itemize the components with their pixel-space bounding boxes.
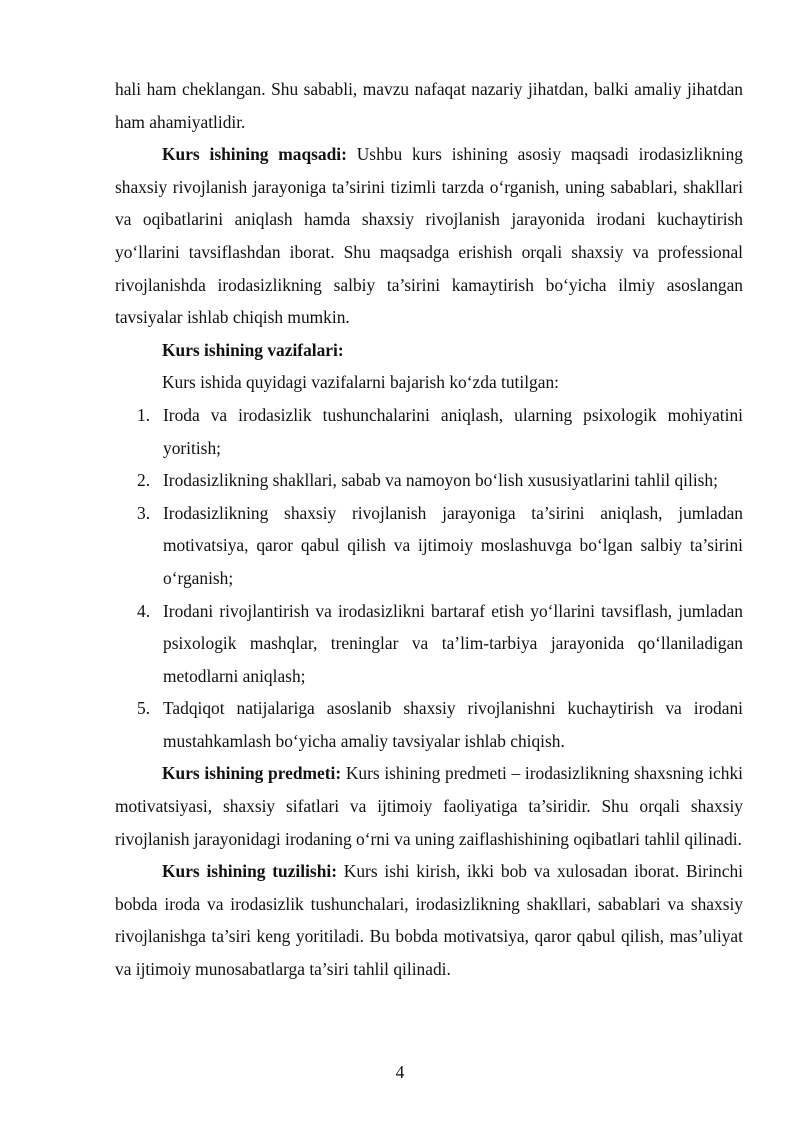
paragraph-structure: [115, 855, 743, 985]
structure-text: Kurs ishi kirish, ikki bob va xulosadan iborat. Birinchi bobda iroda va irodasizlik tushunchalari, irodasizlikning shakllari, sabablari va shaxsiy rivojlanishga ta’siri keng yoritiladi. Bu bobda motivatsiya, qaror qabul qilish, mas’uliyat va ijtimoiy munosabatlarga ta’siri tahlil qilinadi.: [115, 861, 743, 980]
list-item: [115, 692, 743, 757]
list-item-number: 3.: [137, 502, 151, 523]
list-item: [115, 497, 743, 595]
document-page: [115, 73, 743, 986]
paragraph-goal: [115, 138, 743, 334]
list-item-text: Tadqiqot natijalariga asoslanib shaxsiy rivojlanishni kuchaytirish va irodani mustahkamlash bo‘yicha amaliy tavsiyalar ishlab chiqish.: [163, 698, 743, 751]
goal-heading: Kurs ishining maqsadi:: [162, 144, 347, 165]
list-item-number: 5.: [137, 698, 151, 719]
list-item: [115, 464, 743, 497]
page-number: 4: [395, 1062, 405, 1082]
list-item-text: Iroda va irodasizlik tushunchalarini aniqlash, ularning psixologik mohiyatini yoritish;: [163, 404, 743, 458]
list-item-number: 1.: [137, 404, 151, 425]
subject-heading: Kurs ishining predmeti:: [162, 763, 342, 784]
list-item: [115, 595, 743, 693]
list-item-text: Irodani rivojlantirish va irodasizlikni bartaraf etish yo‘llarini tavsiflash, jumladan psixologik mashqlar, treninglar va ta’lim-tarbiya jarayonida qo‘llaniladigan metodlarni aniqlash;: [163, 600, 743, 686]
list-item-number: 2.: [137, 470, 151, 491]
paragraph-subject: [115, 757, 743, 855]
tasks-intro: Kurs ishida quyidagi vazifalarni bajarish ko‘zda tutilgan:: [162, 372, 559, 393]
goal-text: Ushbu kurs ishining asosiy maqsadi irodasizlikning shaxsiy rivojlanish jarayoniga ta’sirini tizimli tarzda o‘rganish, uning sabablari, shakllari va oqibatlarini aniqlash hamda shaxsiy rivojlanish jarayonida irodani kuchaytirish yo‘llarini tavsiflashdan iborat. Shu maqsadga erishish orqali shaxsiy va professional rivojlanishda irodasizlikning salbiy ta’sirini kamaytirish bo‘yicha ilmiy asoslangan tavsiyalar ishlab chiqish mumkin.: [115, 144, 743, 328]
list-item-text: Irodasizlikning shakllari, sabab va namoyon bo‘lish xususiyatlarini tahlil qilish;: [163, 470, 718, 491]
subject-text: Kurs ishining predmeti – irodasizlikning shaxsning ichki motivatsiyasi, shaxsiy sifatlari va ijtimoiy faoliyatiga ta’siridir. Shu orqali shaxsiy rivojlanish jarayonidagi irodaning o‘rni va uning zaiflashishining oqibatlari tahlil qilinadi.: [115, 763, 743, 849]
paragraph-intro-end: hali ham cheklangan. Shu sababli, mavzu nafaqat nazariy jihatdan, balki amaliy jihatdan ham ahamiyatlidir.: [115, 79, 743, 132]
list-item: [115, 399, 743, 464]
tasks-list: [115, 399, 743, 758]
list-item-text: Irodasizlikning shaxsiy rivojlanish jarayoniga ta’sirini aniqlash, jumladan motivatsiya, qaror qabul qilish va ijtimoiy moslashuvga bo‘lgan salbiy ta’sirini o‘rganish;: [163, 502, 743, 588]
tasks-heading: Kurs ishining vazifalari:: [162, 339, 344, 360]
list-item-number: 4.: [137, 600, 151, 621]
structure-heading: Kurs ishining tuzilishi:: [162, 861, 337, 882]
